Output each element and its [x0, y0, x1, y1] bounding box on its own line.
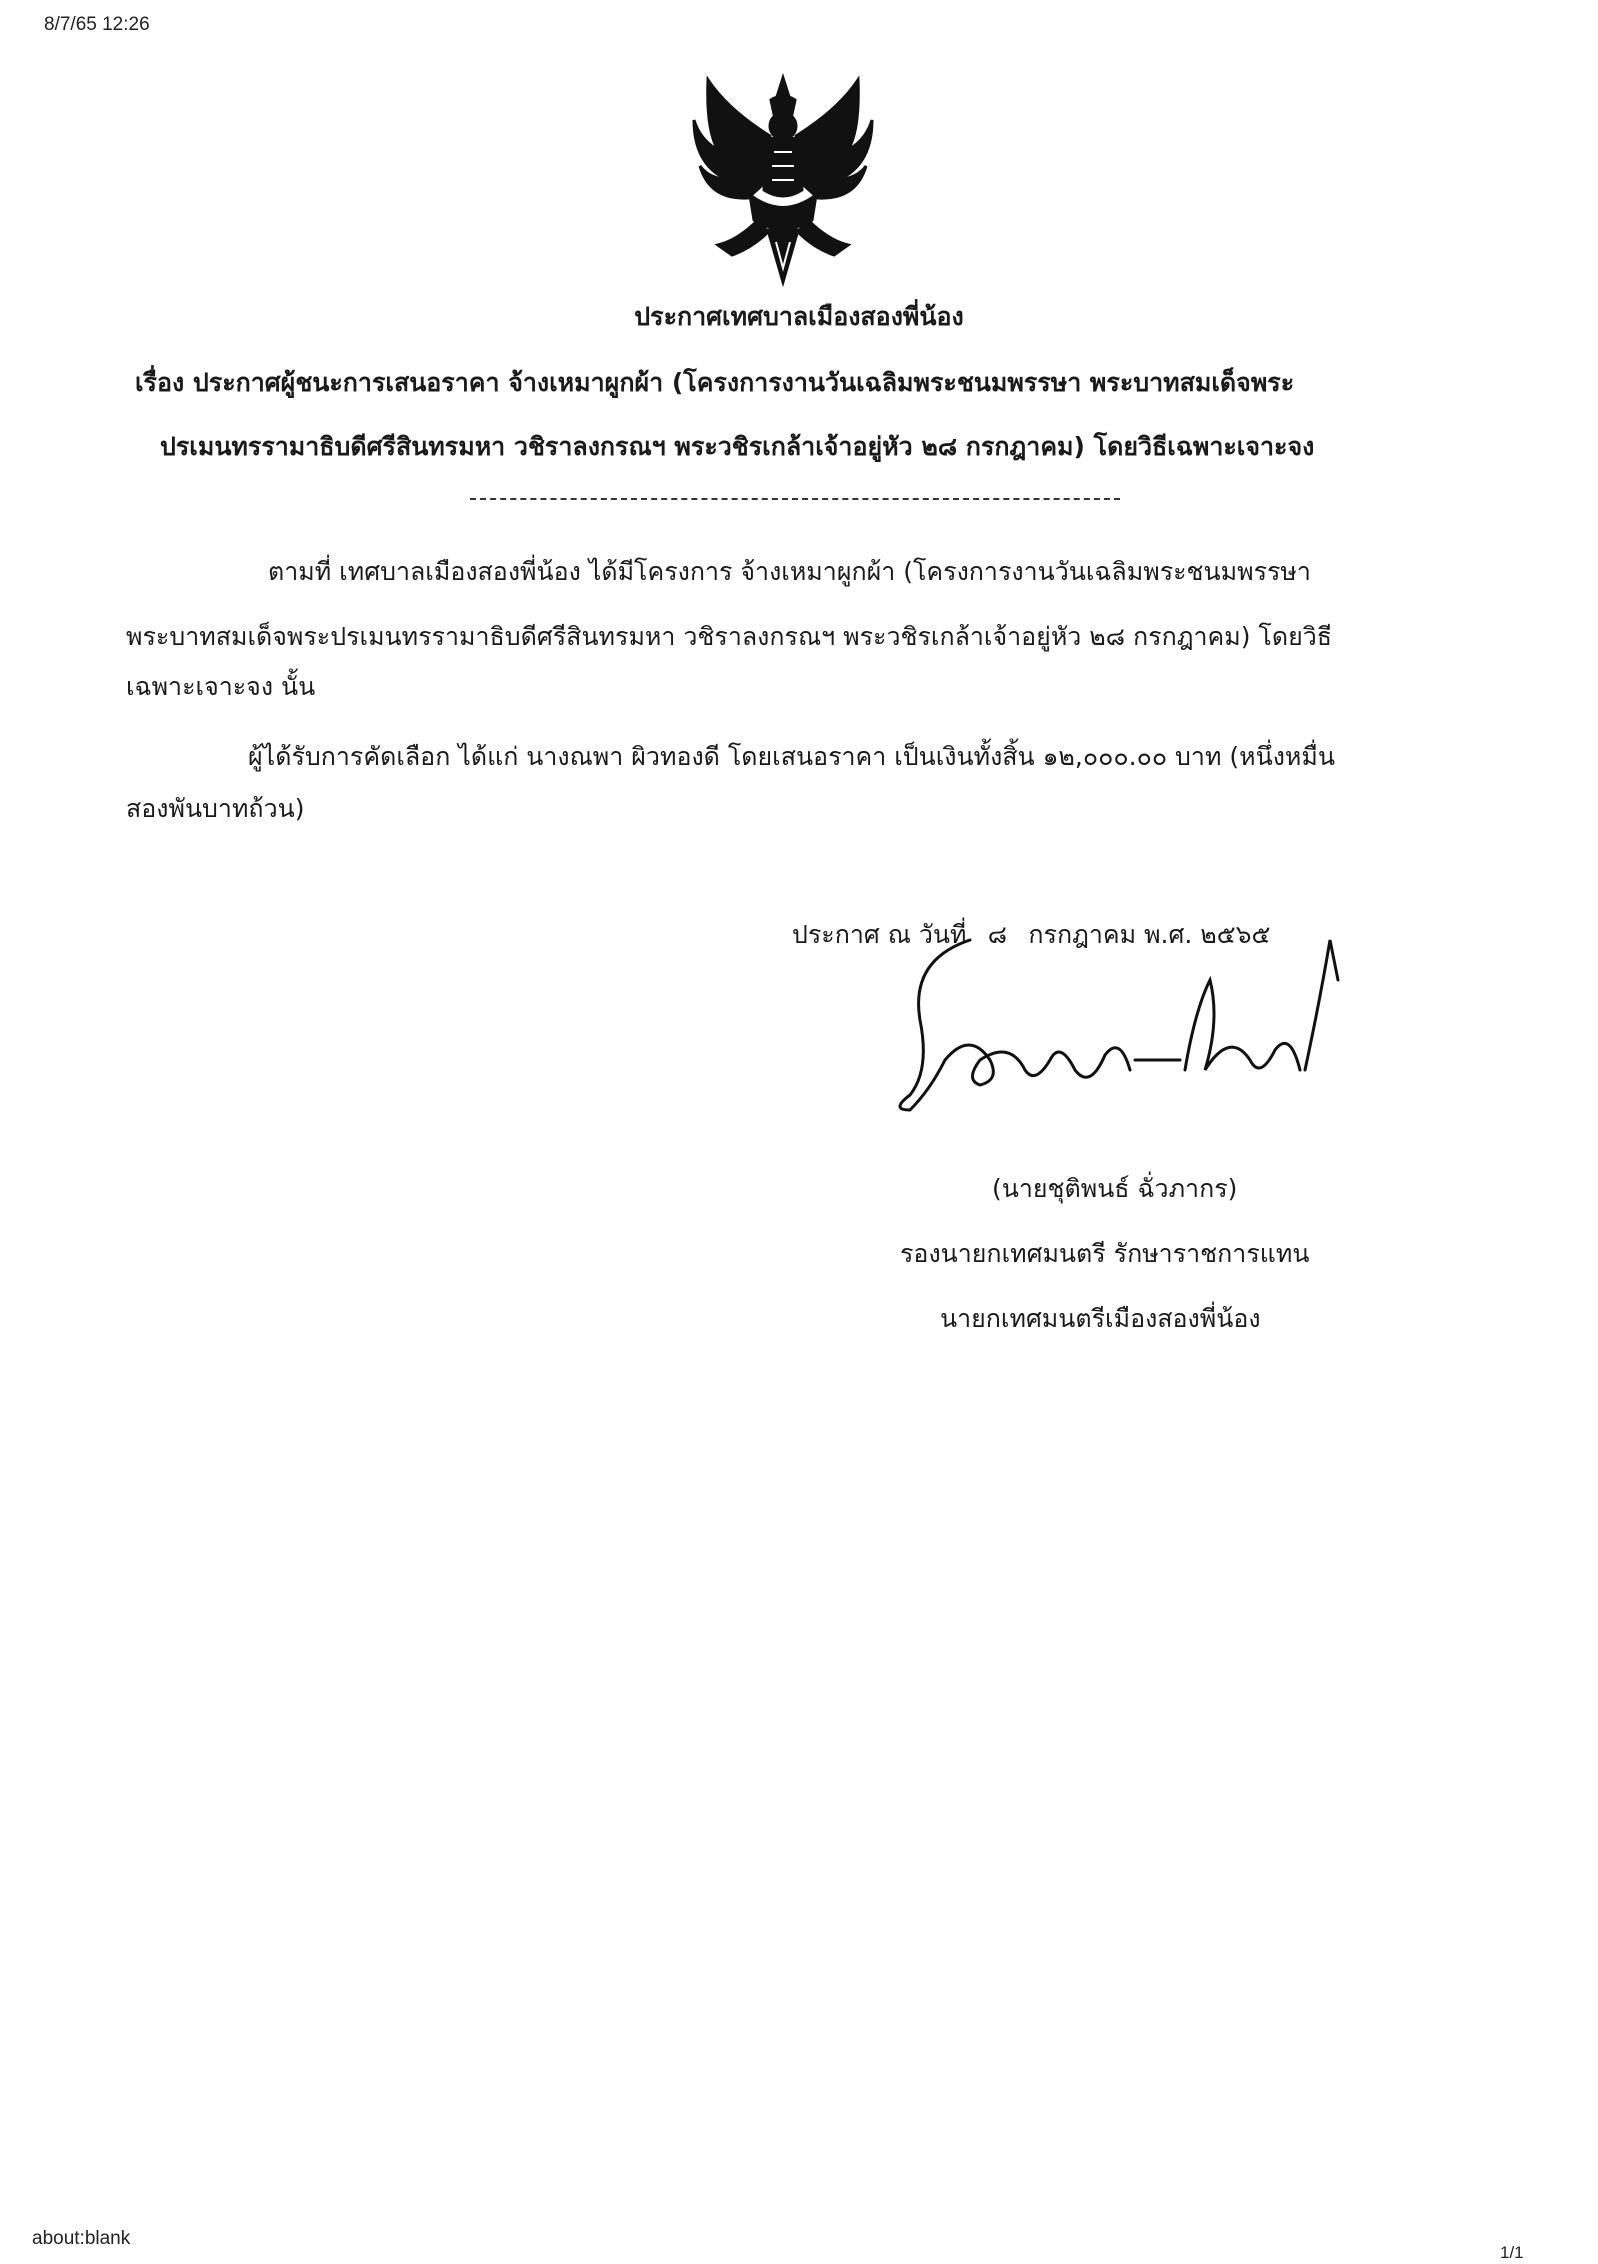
body-paragraph-2-line-1: ผู้ได้รับการคัดเลือก ได้แก่ นางณพา ผิวทองดี โดยเสนอราคา เป็นเงินทั้งสิ้น ๑๒,๐๐๐.๐๐ บาท (หนึ่งหมื่น — [248, 742, 1335, 771]
print-footer-url: about:blank — [32, 2228, 131, 2249]
body-paragraph-1-line-3: เฉพาะเจาะจง นั้น — [126, 672, 316, 701]
announcement-subject-line-1: เรื่อง ประกาศผู้ชนะการเสนอราคา จ้างเหมาผูกผ้า (โครงการงานวันเฉลิมพระชนมพรรษา พระบาทสมเด็จพระ — [135, 368, 1295, 397]
signer-title-2: นายกเทศมนตรีเมืองสองพี่น้อง — [940, 1304, 1261, 1333]
signer-name: (นายชุติพนธ์ ฉั่วภากร) — [992, 1174, 1238, 1203]
separator — [470, 498, 1120, 500]
body-paragraph-1-line-2: พระบาทสมเด็จพระปรเมนทรรามาธิบดีศรีสินทรมหา วชิราลงกรณฯ พระวชิรเกล้าเจ้าอยู่หัว ๒๘ กรกฎาคม) โดยวิธี — [126, 622, 1333, 651]
date-prefix: ประกาศ ณ วันที่ — [792, 920, 967, 949]
date-year: ๒๕๖๕ — [1200, 920, 1271, 949]
date-month: กรกฎาคม — [1028, 920, 1137, 949]
date-year-prefix: พ.ศ. — [1144, 920, 1193, 949]
garuda-emblem-icon — [688, 70, 878, 290]
print-footer-page: 1/1 — [1500, 2243, 1524, 2262]
date-day: ๘ — [987, 920, 1008, 949]
announcement-issuer: ประกาศเทศบาลเมืองสองพี่น้อง — [634, 302, 964, 331]
body-paragraph-2-line-2: สองพันบาทถ้วน) — [126, 794, 305, 823]
announcement-subject-line-2: ปรเมนทรรามาธิบดีศรีสินทรมหา วชิราลงกรณฯ พระวชิรเกล้าเจ้าอยู่หัว ๒๘ กรกฎาคม) โดยวิธีเฉพาะเจาะจง — [160, 432, 1315, 461]
print-timestamp: 8/7/65 12:26 — [44, 14, 150, 35]
signer-title-1: รองนายกเทศมนตรี รักษาราชการแทน — [900, 1239, 1310, 1268]
handwritten-signature — [850, 920, 1370, 1120]
body-paragraph-1-line-1: ตามที่ เทศบาลเมืองสองพี่น้อง ได้มีโครงการ จ้างเหมาผูกผ้า (โครงการงานวันเฉลิมพระชนมพรรษา — [268, 557, 1311, 586]
